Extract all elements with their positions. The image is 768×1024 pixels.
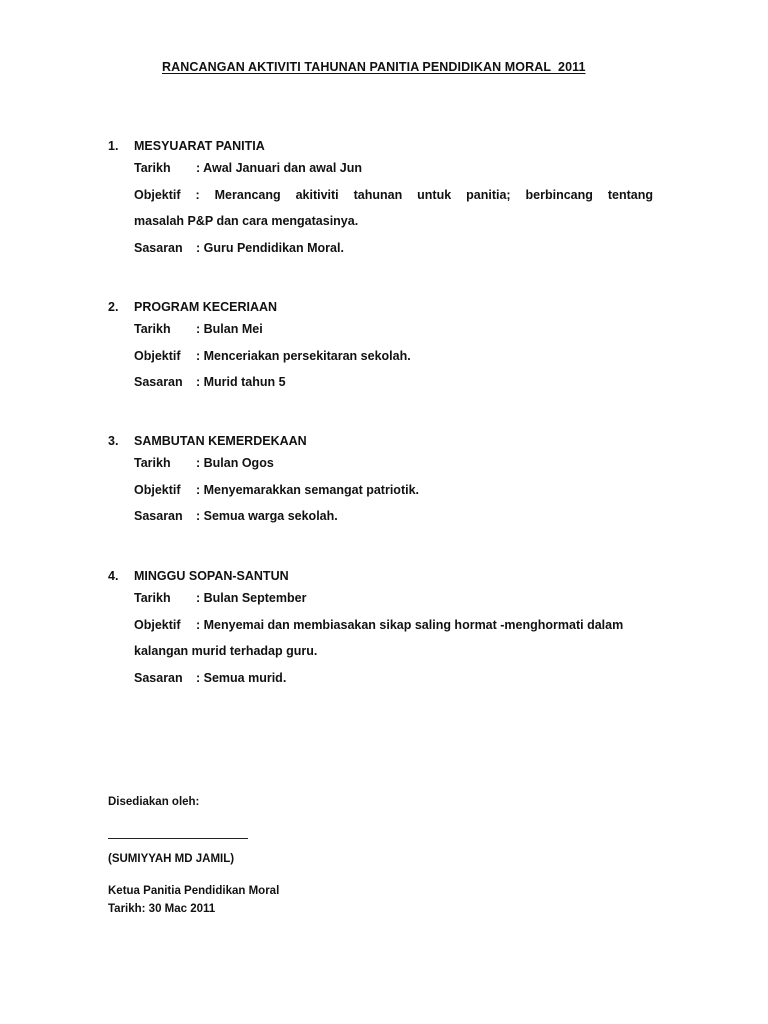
prepared-by-label: Disediakan oleh: [108,796,200,808]
sasaran-row [134,235,653,262]
sasaran-row [134,665,653,692]
sasaran-label: Sasaran [134,509,183,524]
objektif-label: Objektif [134,187,181,202]
sasaran-row [134,369,653,396]
objektif-value: : Menyemarakkan semangat patriotik. [196,482,419,497]
sasaran-label: Sasaran [134,241,183,256]
section-title: SAMBUTAN KEMERDEKAAN [134,434,307,448]
section-1 [108,137,653,262]
sasaran-row [134,503,653,530]
sasaran-value: : Murid tahun 5 [196,375,286,390]
tarikh-label: Tarikh [134,161,171,175]
objektif-row [134,343,653,370]
section-heading [108,567,653,585]
signature-line [108,838,248,839]
section-number: 2. [108,300,119,314]
section-2 [108,298,653,396]
objektif-label: Objektif [134,617,181,632]
objektif-value: : Menceriakan persekitaran sekolah. [196,348,411,363]
section-4 [108,567,653,692]
objektif-continuation: kalangan murid terhadap guru. [134,644,318,659]
tarikh-value: : Bulan September [196,591,307,605]
tarikh-row [134,155,653,182]
document-title: RANCANGAN AKTIVITI TAHUNAN PANITIA PENDIDIKAN MORAL 2011 [162,60,586,74]
signatory-name: (SUMIYYAH MD JAMIL) [108,853,235,865]
section-title: PROGRAM KECERIAAN [134,300,278,314]
sasaran-value: : Guru Pendidikan Moral. [196,241,344,256]
section-number: 1. [108,139,119,153]
section-heading [108,432,653,450]
objektif-row [134,182,653,209]
objektif-value: : Merancang akitiviti tahunan untuk panitia; berbincang tentang [195,187,653,202]
sasaran-label: Sasaran [134,375,183,390]
signature-date: Tarikh: 30 Mac 2011 [108,903,216,915]
tarikh-label: Tarikh [134,591,171,605]
section-heading [108,137,653,155]
objektif-row [134,612,653,639]
section-number: 4. [108,569,119,583]
section-title: MINGGU SOPAN-SANTUN [134,569,289,583]
objektif-value: : Menyemai dan membiasakan sikap saling hormat -menghormati dalam [196,617,624,632]
tarikh-row [134,450,653,477]
tarikh-value: : Bulan Mei [196,322,263,336]
tarikh-value: : Awal Januari dan awal Jun [196,161,363,175]
signatory-position: Ketua Panitia Pendidikan Moral [108,885,280,897]
objektif-row [134,477,653,504]
tarikh-row [134,585,653,612]
objektif-label: Objektif [134,348,181,363]
tarikh-label: Tarikh [134,456,171,470]
sasaran-value: : Semua warga sekolah. [196,509,338,524]
objektif-label: Objektif [134,482,181,497]
tarikh-row [134,316,653,343]
tarikh-label: Tarikh [134,322,171,336]
section-3 [108,432,653,530]
objektif-continuation: masalah P&P dan cara mengatasinya. [134,214,359,229]
section-title: MESYUARAT PANITIA [134,139,265,153]
tarikh-value: : Bulan Ogos [196,456,274,470]
sasaran-label: Sasaran [134,671,183,686]
section-heading [108,298,653,316]
section-number: 3. [108,434,119,448]
sasaran-value: : Semua murid. [196,671,287,686]
